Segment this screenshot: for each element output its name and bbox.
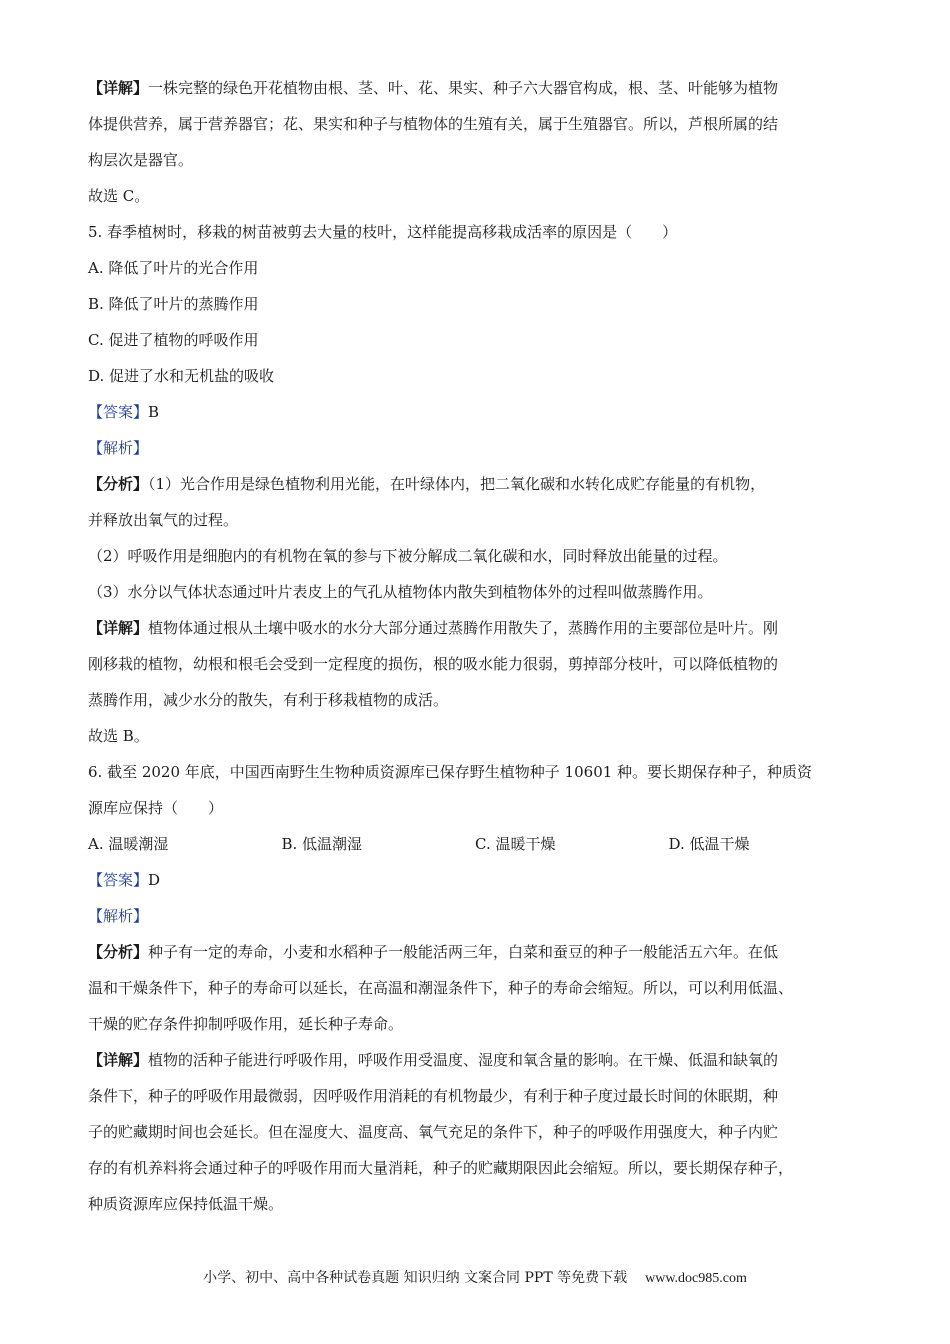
q6-detail-line-4: 存的有机养料将会通过种子的呼吸作用而大量消耗，种子的贮藏期限因此会缩短。所以，要长期保存种子， — [88, 1159, 794, 1177]
q6-option-d: D. 低温干燥 — [668, 835, 750, 853]
q4-detail-text: 一株完整的绿色开花植物由根、茎、叶、花、果实、种子六大器官构成，根、茎、叶能够为植物 — [148, 79, 779, 97]
q4-conclusion: 故选 C。 — [88, 187, 150, 205]
q5-option-c: C. 促进了植物的呼吸作用 — [88, 331, 259, 349]
q4-detail-line-3: 构层次是器官。 — [88, 151, 194, 169]
q5-answer-tag: 【答案】 — [88, 403, 149, 421]
footer-url[interactable]: www.doc985.com — [645, 1271, 747, 1286]
q6-stem-line-2: 源库应保持（ ） — [88, 799, 224, 817]
q6-detail-line-5: 种质资源库应保持低温干燥。 — [88, 1195, 284, 1213]
q6-detail-line-2: 条件下，种子的呼吸作用最微弱，因呼吸作用消耗的有机物最少，有利于种子度过最长时间的休眠期，种 — [88, 1087, 779, 1105]
q5-answer-value: B — [148, 403, 160, 421]
q6-option-c: C. 温暖干燥 — [475, 835, 556, 853]
q6-answer-tag: 【答案】 — [88, 871, 149, 889]
q5-answer — [88, 394, 862, 430]
q5-fenxi-point-3: （3）水分以气体状态通过叶片表皮上的气孔从植物体内散失到植物体外的过程叫做蒸腾作用。 — [88, 583, 713, 601]
footer-text: 小学、初中、高中各种试卷真题 知识归纳 文案合同 PPT 等免费下载 — [203, 1270, 628, 1286]
q5-detail-text: 植物体通过根从土壤中吸水的水分大部分通过蒸腾作用散失了，蒸腾作用的主要部位是叶片。刚 — [148, 619, 779, 637]
q6-fenxi-tag: 【分析】 — [88, 943, 149, 961]
q4-detail-tag: 【详解】 — [88, 79, 149, 97]
q5-fenxi-line-2: 并释放出氧气的过程。 — [88, 511, 239, 529]
q5-option-b: B. 降低了叶片的蒸腾作用 — [88, 295, 259, 313]
q5-fenxi-text: （1）光合作用是绿色植物利用光能，在叶绿体内，把二氧化碳和水转化成贮存能量的有机物， — [148, 475, 766, 493]
q6-detail-text: 植物的活种子能进行呼吸作用，呼吸作用受温度、湿度和氧含量的影响。在干燥、低温和缺氧的 — [148, 1051, 779, 1069]
q5-stem: 5. 春季植树时，移栽的树苗被剪去大量的枝叶，这样能提高移栽成活率的原因是（ ） — [88, 223, 678, 241]
q6-fenxi-line-3: 干燥的贮存条件抑制呼吸作用，延长种子寿命。 — [88, 1015, 404, 1033]
q6-option-b: B. 低温潮湿 — [281, 835, 363, 853]
q5-detail-line-2: 刚移栽的植物，幼根和根毛会受到一定程度的损伤，根的吸水能力很弱，剪掉部分枝叶，可以降低植物的 — [88, 655, 779, 673]
q5-fenxi-line-1 — [88, 466, 862, 502]
q6-detail-tag: 【详解】 — [88, 1051, 149, 1069]
q6-answer — [88, 862, 862, 898]
document-body — [88, 70, 862, 1222]
page-footer — [0, 1268, 950, 1289]
q5-detail-line-1 — [88, 610, 862, 646]
q6-fenxi-line-2: 温和干燥条件下，种子的寿命可以延长，在高温和潮湿条件下，种子的寿命会缩短。所以，可以利用低温、 — [88, 979, 794, 997]
q6-fenxi-line-1 — [88, 934, 862, 970]
q6-answer-value: D — [148, 871, 161, 889]
q6-detail-line-1 — [88, 1042, 862, 1078]
q6-detail-line-3: 子的贮藏期时间也会延长。但在湿度大、温度高、氧气充足的条件下，种子的呼吸作用强度大，种子内贮 — [88, 1123, 779, 1141]
q6-fenxi-text: 种子有一定的寿命，小麦和水稻种子一般能活两三年，白菜和蚕豆的种子一般能活五六年。在低 — [148, 943, 779, 961]
q6-options — [88, 826, 862, 862]
q5-conclusion: 故选 B。 — [88, 727, 149, 745]
q4-detail-line-2: 体提供营养，属于营养器官；花、果实和种子与植物体的生殖有关，属于生殖器官。所以，芦根所属的结 — [88, 115, 779, 133]
q5-option-a: A. 降低了叶片的光合作用 — [88, 259, 259, 277]
q6-stem-line-1: 6. 截至 2020 年底，中国西南野生生物种质资源库已保存野生植物种子 10601 种。要长期保存种子，种质资 — [88, 763, 813, 781]
q5-fenxi-tag: 【分析】 — [88, 475, 149, 493]
q6-option-a: A. 温暖潮湿 — [88, 835, 169, 853]
q5-option-d: D. 促进了水和无机盐的吸收 — [88, 367, 275, 385]
q5-analysis-tag: 【解析】 — [88, 439, 149, 457]
q5-fenxi-point-2: （2）呼吸作用是细胞内的有机物在氧的参与下被分解成二氧化碳和水，同时释放出能量的过程。 — [88, 547, 728, 565]
q5-detail-tag: 【详解】 — [88, 619, 149, 637]
q6-analysis-tag: 【解析】 — [88, 907, 149, 925]
q5-detail-line-3: 蒸腾作用，减少水分的散失，有利于移栽植物的成活。 — [88, 691, 449, 709]
q4-detail-line-1 — [88, 70, 862, 106]
